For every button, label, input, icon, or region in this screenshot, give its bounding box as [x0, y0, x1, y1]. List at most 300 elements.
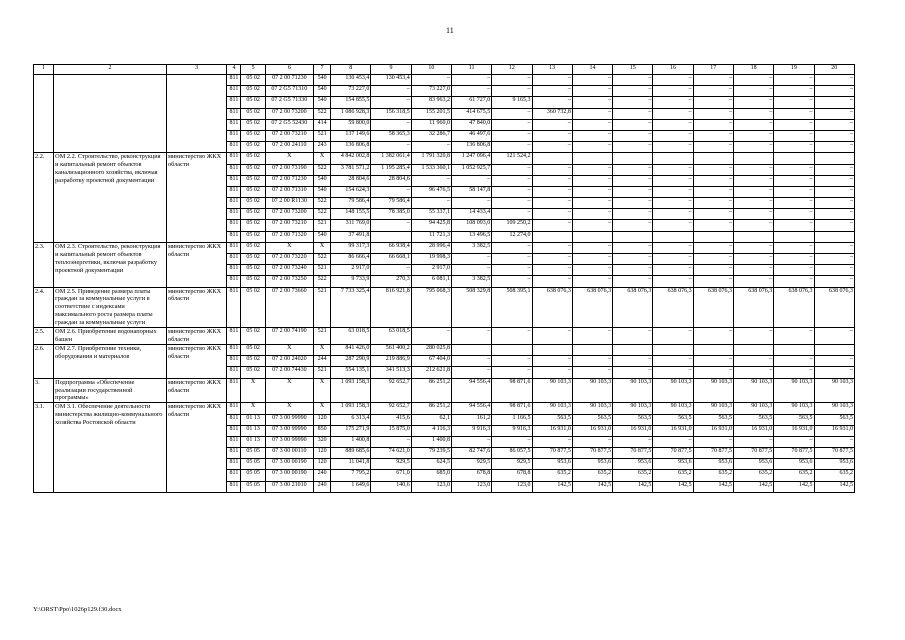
table-cell: 638 076,3	[572, 287, 612, 328]
table-cell: –	[814, 276, 855, 287]
column-header: 10	[411, 65, 451, 75]
table-cell: –	[451, 175, 491, 186]
table-cell: 6 313,4	[331, 414, 371, 425]
table-cell: 270,3	[371, 276, 411, 287]
table-cell: 563,5	[613, 414, 653, 425]
table-cell: –	[492, 209, 532, 220]
table-cell: –	[411, 75, 451, 86]
table-cell: Х	[265, 153, 313, 164]
table-cell: 522	[314, 276, 331, 287]
table-cell: 850	[314, 425, 331, 436]
table-cell: –	[613, 209, 653, 220]
table-cell: 9 733,9	[331, 276, 371, 287]
table-cell: 90 103,3	[733, 378, 773, 403]
table-cell	[492, 345, 532, 356]
table-cell: 90 103,3	[774, 403, 814, 414]
table-cell: –	[572, 220, 612, 231]
table-cell: –	[451, 328, 491, 345]
table-cell: –	[693, 436, 733, 447]
table-cell: –	[774, 242, 814, 253]
table-cell: 16 931,0	[814, 425, 855, 436]
table-cell: –	[613, 328, 653, 345]
table-cell: 1 791 320,8	[411, 153, 451, 164]
table-cell: 540	[314, 186, 331, 197]
table-cell: 05 02	[241, 130, 265, 141]
table-cell: –	[572, 367, 612, 378]
table-row	[34, 403, 855, 414]
table-cell: –	[774, 186, 814, 197]
table-cell: 05 02	[241, 328, 265, 345]
table-cell: 05 02	[241, 86, 265, 97]
table-cell: 05 05	[241, 481, 265, 492]
table-cell: –	[733, 242, 773, 253]
table-cell	[693, 231, 733, 242]
table-cell: 811	[227, 164, 241, 175]
table-cell: 66 938,4	[371, 242, 411, 253]
table-cell: 11 041,8	[331, 459, 371, 470]
table-cell: 70 877,5	[693, 448, 733, 459]
table-cell: –	[733, 328, 773, 345]
table-cell: 3 382,5	[451, 242, 491, 253]
table-cell: 811	[227, 276, 241, 287]
table-cell: 142,5	[814, 481, 855, 492]
table-cell: –	[532, 436, 572, 447]
table-cell: 1 649,6	[331, 481, 371, 492]
table-cell: 540	[314, 75, 331, 86]
table-cell: 15 875,0	[371, 425, 411, 436]
table-cell: 16 931,0	[572, 425, 612, 436]
table-cell: 05 02	[241, 220, 265, 231]
table-cell: 522	[314, 209, 331, 220]
table-cell: –	[814, 367, 855, 378]
table-cell: 929,5	[492, 459, 532, 470]
table-cell: –	[774, 276, 814, 287]
table-cell: 46 497,6	[451, 130, 491, 141]
table-cell: 929,5	[451, 459, 491, 470]
table-cell: 929,5	[371, 459, 411, 470]
table-cell: 811	[227, 367, 241, 378]
table-cell: –	[814, 198, 855, 209]
table-cell: 155 201,5	[411, 108, 451, 119]
table-cell: 563,5	[814, 414, 855, 425]
table-cell: 953,6	[572, 459, 612, 470]
table-cell: 79 239,5	[411, 448, 451, 459]
table-cell: –	[532, 198, 572, 209]
table-cell: 811	[227, 414, 241, 425]
table-cell: 521	[314, 287, 331, 328]
table-cell: 92 652,7	[371, 403, 411, 414]
table-cell: 554 135,1	[331, 367, 371, 378]
table-cell: –	[774, 75, 814, 86]
table-cell: 07 3 00 99990	[265, 414, 313, 425]
table-cell: 90 103,3	[774, 378, 814, 403]
table-cell: 287 290,9	[331, 356, 371, 367]
table-cell: 73 227,0	[411, 86, 451, 97]
table-cell: –	[532, 130, 572, 141]
table-cell: –	[613, 108, 653, 119]
item-number: 2.6.	[34, 345, 54, 379]
table-cell: 82 747,6	[451, 448, 491, 459]
table-cell: 638 076,3	[653, 287, 693, 328]
table-cell: –	[532, 220, 572, 231]
table-cell: 2 917,0	[411, 265, 451, 276]
table-cell: 521	[314, 265, 331, 276]
table-cell: 142,5	[653, 481, 693, 492]
table-cell: –	[492, 265, 532, 276]
table-cell: 11 721,3	[411, 231, 451, 242]
table-cell: –	[653, 276, 693, 287]
table-cell: –	[733, 356, 773, 367]
table-cell	[532, 345, 572, 356]
table-cell: –	[492, 130, 532, 141]
table-cell: 05 02	[241, 231, 265, 242]
table-cell: 953,6	[733, 459, 773, 470]
table-cell: –	[371, 220, 411, 231]
table-cell: –	[693, 198, 733, 209]
table-cell	[653, 153, 693, 164]
table-cell: –	[371, 142, 411, 153]
table-cell: 360 732,8	[532, 108, 572, 119]
table-cell: –	[492, 108, 532, 119]
table-cell: Х	[314, 153, 331, 164]
table-cell: 90 103,3	[572, 378, 612, 403]
table-cell: –	[572, 254, 612, 265]
table-cell: –	[451, 198, 491, 209]
table-cell: –	[451, 356, 491, 367]
table-cell: 889 685,6	[331, 448, 371, 459]
table-cell: 811	[227, 448, 241, 459]
table-cell: 9 916,3	[451, 425, 491, 436]
table-cell: –	[653, 265, 693, 276]
table-body	[34, 65, 855, 493]
table-cell: 811	[227, 153, 241, 164]
table-cell: 142,5	[613, 481, 653, 492]
table-row	[34, 328, 855, 345]
table-cell: –	[572, 75, 612, 86]
table-cell: –	[693, 367, 733, 378]
table-cell: –	[371, 436, 411, 447]
table-cell: 07 2 00 71230	[265, 175, 313, 186]
table-cell: 109 250,2	[492, 220, 532, 231]
item-number	[34, 75, 54, 153]
table-cell: –	[653, 97, 693, 108]
table-cell: Х	[265, 345, 313, 356]
table-cell	[653, 231, 693, 242]
table-cell: –	[653, 130, 693, 141]
table-cell: 240	[314, 470, 331, 481]
table-cell	[451, 345, 491, 356]
table-cell: 563,5	[733, 414, 773, 425]
table-cell: –	[774, 367, 814, 378]
table-cell: 07 2 00 71230	[265, 75, 313, 86]
table-cell: 05 05	[241, 448, 265, 459]
table-cell: –	[653, 242, 693, 253]
table-cell: Х	[314, 378, 331, 403]
column-header: 12	[492, 65, 532, 75]
table-cell: 953,6	[653, 459, 693, 470]
table-cell: –	[532, 186, 572, 197]
table-cell: 62,1	[411, 414, 451, 425]
table-cell: –	[693, 209, 733, 220]
table-cell: 811	[227, 356, 241, 367]
table-cell: 16 931,0	[613, 425, 653, 436]
table-cell: 07 2 00 73240	[265, 265, 313, 276]
table-cell	[774, 231, 814, 242]
table-cell	[371, 231, 411, 242]
table-cell: –	[492, 276, 532, 287]
item-executor: министерство ЖКХ области	[166, 328, 226, 345]
table-cell: –	[532, 164, 572, 175]
table-cell: 05 02	[241, 75, 265, 86]
table-cell: –	[613, 367, 653, 378]
table-cell: 90 103,3	[653, 378, 693, 403]
table-cell	[572, 231, 612, 242]
table-cell: –	[653, 108, 693, 119]
column-header: 19	[774, 65, 814, 75]
table-cell: –	[492, 164, 532, 175]
column-header: 3	[166, 65, 226, 75]
table-cell: –	[693, 142, 733, 153]
table-row	[34, 345, 855, 356]
table-cell: 90 103,3	[814, 378, 855, 403]
table-cell: 212 621,8	[411, 367, 451, 378]
table-cell: 07 2 00 71320	[265, 231, 313, 242]
table-cell: Х	[265, 242, 313, 253]
table-cell: 540	[314, 97, 331, 108]
table-cell: –	[774, 142, 814, 153]
table-cell: 9 165,3	[492, 97, 532, 108]
table-cell: 161,2	[451, 414, 491, 425]
table-cell: 07 2 G5 71310	[265, 86, 313, 97]
table-cell: –	[532, 356, 572, 367]
table-cell: 1 195 285,4	[371, 164, 411, 175]
table-cell: –	[572, 356, 612, 367]
table-cell: 811	[227, 470, 241, 481]
table-cell: 86 666,4	[331, 254, 371, 265]
table-cell: 678,8	[492, 470, 532, 481]
table-cell: –	[371, 186, 411, 197]
table-cell: 05 02	[241, 198, 265, 209]
column-header: 4	[227, 65, 241, 75]
table-cell: 11 960,0	[411, 119, 451, 130]
table-cell: –	[774, 198, 814, 209]
table-cell: –	[774, 356, 814, 367]
table-cell: –	[693, 220, 733, 231]
table-cell: 142,5	[572, 481, 612, 492]
column-header: 2	[54, 65, 167, 75]
table-cell: 563,5	[693, 414, 733, 425]
table-cell: –	[814, 186, 855, 197]
table-cell: 86 251,2	[411, 378, 451, 403]
table-cell: –	[451, 367, 491, 378]
table-cell: –	[653, 356, 693, 367]
table-cell: 90 103,3	[653, 403, 693, 414]
table-cell: 13 496,5	[451, 231, 491, 242]
table-cell: –	[693, 108, 733, 119]
table-cell: 638 076,3	[774, 287, 814, 328]
table-cell: –	[613, 175, 653, 186]
table-row	[34, 153, 855, 164]
table-cell: 94 425,8	[411, 220, 451, 231]
item-number: 2.2.	[34, 153, 54, 243]
table-cell: 14 433,4	[451, 209, 491, 220]
table-cell: 811	[227, 175, 241, 186]
table-cell	[613, 231, 653, 242]
table-cell	[613, 345, 653, 356]
table-cell: 1 166,5	[492, 414, 532, 425]
table-cell: 70 877,5	[572, 448, 612, 459]
table-cell: –	[814, 97, 855, 108]
table-cell: –	[532, 175, 572, 186]
table-cell: –	[411, 198, 451, 209]
table-cell: 816 921,8	[371, 287, 411, 328]
table-cell: –	[613, 119, 653, 130]
table-cell: 130 453,4	[371, 75, 411, 86]
table-cell: 1 382 061,4	[371, 153, 411, 164]
table-cell: 154 855,5	[331, 97, 371, 108]
table-cell: 953,6	[814, 459, 855, 470]
table-cell: –	[774, 108, 814, 119]
table-cell: –	[653, 119, 693, 130]
column-header: 5	[241, 65, 265, 75]
table-cell: –	[572, 164, 612, 175]
table-cell: 07 3 00 00110	[265, 448, 313, 459]
table-cell: –	[733, 186, 773, 197]
table-cell: 811	[227, 186, 241, 197]
table-cell	[532, 231, 572, 242]
table-cell: –	[774, 265, 814, 276]
item-name: ОМ 2.5. Приведение размера платы граждан за коммунальные услуги в соответствие с индексами максимального роста размера платы граждан за коммунальные услуги	[54, 287, 167, 328]
table-cell: 2 917,0	[331, 265, 371, 276]
table-cell: –	[653, 328, 693, 345]
table-cell: 142,5	[693, 481, 733, 492]
table-cell: 414 675,5	[451, 108, 491, 119]
item-number: 2.5.	[34, 328, 54, 345]
table-cell: –	[492, 186, 532, 197]
table-cell: –	[774, 209, 814, 220]
table-cell: 90 103,3	[532, 378, 572, 403]
table-cell: –	[411, 175, 451, 186]
table-cell: 9 916,3	[492, 425, 532, 436]
table-cell: 05 02	[241, 276, 265, 287]
table-cell: 05 02	[241, 287, 265, 328]
table-cell: 4 842 002,8	[331, 153, 371, 164]
item-executor	[166, 75, 226, 153]
table-cell: 1 400,8	[411, 436, 451, 447]
column-header: 13	[532, 65, 572, 75]
table-cell: 70 877,5	[653, 448, 693, 459]
table-cell: 136 806,8	[451, 142, 491, 153]
table-cell: 16 931,0	[693, 425, 733, 436]
table-cell: 521	[314, 130, 331, 141]
table-cell: –	[492, 356, 532, 367]
table-cell: –	[572, 186, 612, 197]
table-cell: 7 795,2	[331, 470, 371, 481]
table-cell: 28 804,6	[371, 175, 411, 186]
table-cell: 07 2 00 24110	[265, 142, 313, 153]
table-cell: 638 076,3	[613, 287, 653, 328]
table-cell: –	[532, 254, 572, 265]
table-cell: 563,5	[532, 414, 572, 425]
table-cell: –	[532, 142, 572, 153]
table-cell: –	[572, 276, 612, 287]
table-cell: 01 13	[241, 414, 265, 425]
table-cell: –	[733, 142, 773, 153]
table-cell: –	[371, 119, 411, 130]
table-cell: 07 3 00 00190	[265, 459, 313, 470]
table-cell: –	[613, 130, 653, 141]
table-cell: Х	[314, 345, 331, 356]
table-cell: 243	[314, 142, 331, 153]
table-cell: 05 02	[241, 175, 265, 186]
table-cell: 07 2 G5 52430	[265, 119, 313, 130]
table-cell: –	[492, 242, 532, 253]
table-cell: 07 3 00 00190	[265, 470, 313, 481]
table-cell: 1 533 360,1	[411, 164, 451, 175]
table-cell	[693, 345, 733, 356]
table-cell: –	[774, 97, 814, 108]
item-executor: министерство ЖКХ области	[166, 345, 226, 379]
column-header: 20	[814, 65, 855, 75]
table-cell: 05 05	[241, 470, 265, 481]
item-number: 2.4.	[34, 287, 54, 328]
table-cell: –	[613, 356, 653, 367]
table-cell: –	[814, 328, 855, 345]
table-cell: 73 227,0	[331, 86, 371, 97]
table-cell: –	[733, 164, 773, 175]
table-cell: 37 491,8	[331, 231, 371, 242]
table-cell: 63 018,5	[331, 328, 371, 345]
table-cell: 67 404,0	[411, 356, 451, 367]
table-cell: 635,2	[693, 470, 733, 481]
table-cell: 108 093,0	[451, 220, 491, 231]
table-cell: 811	[227, 119, 241, 130]
table-cell: –	[653, 142, 693, 153]
table-cell: –	[693, 97, 733, 108]
table-cell	[774, 153, 814, 164]
table-cell: 240	[314, 481, 331, 492]
table-cell: –	[532, 119, 572, 130]
table-cell: –	[814, 220, 855, 231]
table-cell: 78 385,0	[371, 209, 411, 220]
table-cell: 635,2	[814, 470, 855, 481]
table-cell: –	[814, 436, 855, 447]
table-cell: 74 621,0	[371, 448, 411, 459]
table-cell: 1 247 096,4	[451, 153, 491, 164]
table-cell: –	[693, 276, 733, 287]
column-header: 8	[331, 65, 371, 75]
table-cell: 70 877,5	[774, 448, 814, 459]
table-cell: 05 02	[241, 242, 265, 253]
table-cell: 638 076,3	[532, 287, 572, 328]
table-cell: 94 556,4	[451, 403, 491, 414]
table-cell: –	[492, 119, 532, 130]
table-cell: –	[492, 436, 532, 447]
table-cell: –	[653, 367, 693, 378]
table-cell: 123,0	[451, 481, 491, 492]
table-cell	[572, 153, 612, 164]
table-cell: 16 931,0	[532, 425, 572, 436]
table-cell: 05 02	[241, 153, 265, 164]
table-cell: –	[451, 254, 491, 265]
table-cell: –	[693, 119, 733, 130]
table-cell: 07 2 00 74190	[265, 328, 313, 345]
table-cell: –	[572, 265, 612, 276]
table-cell: –	[572, 108, 612, 119]
table-cell: 795 068,3	[411, 287, 451, 328]
table-cell: 58 147,8	[451, 186, 491, 197]
table-cell: –	[814, 175, 855, 186]
